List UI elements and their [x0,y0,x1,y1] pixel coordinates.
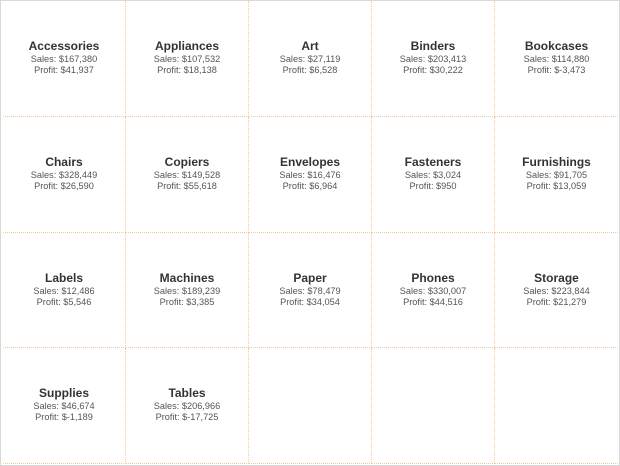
category-profit: Profit: $18,138 [157,65,217,75]
category-name: Bookcases [524,39,589,53]
category-name: Supplies [38,386,89,401]
category-profit: Profit: $-17,725 [155,412,219,423]
category-profit: Profit: $-3,473 [527,65,586,75]
category-sales: Sales: $78,479 [279,285,341,296]
category-name: Binders [410,39,456,53]
category-cell[interactable] [126,117,249,233]
category-sales: Sales: $12,486 [33,285,95,296]
category-cell[interactable] [249,117,372,233]
category-sales: Sales: $114,880 [523,54,590,64]
category-grid [3,1,618,464]
category-name: Furnishings [522,154,591,169]
category-sales: Sales: $91,705 [525,169,588,180]
category-profit: Profit: $44,516 [403,296,463,307]
category-cell[interactable] [3,1,126,117]
category-sales: Sales: $16,476 [279,169,341,180]
category-sales: Sales: $330,007 [399,285,467,296]
category-name: Envelopes [279,154,341,169]
category-sales: Sales: $206,966 [153,401,221,412]
category-sales: Sales: $3,024 [404,169,462,180]
empty-cell [249,348,372,464]
category-profit: Profit: $41,937 [34,65,94,75]
empty-cell [372,348,495,464]
category-sales: Sales: $328,449 [30,169,98,180]
category-sales: Sales: $149,528 [153,169,221,180]
category-name: Storage [534,270,579,285]
category-sales: Sales: $223,844 [523,285,590,296]
category-profit: Profit: $26,590 [34,180,94,191]
category-cell[interactable] [126,233,249,349]
category-name: Paper [293,270,327,285]
category-name: Labels [44,270,83,285]
category-cell[interactable] [372,233,495,349]
category-cell[interactable] [495,117,618,233]
category-name: Accessories [28,39,100,53]
category-name: Art [301,39,319,53]
category-sales: Sales: $167,380 [30,54,98,64]
category-sales: Sales: $27,119 [279,54,341,64]
category-profit: Profit: $6,964 [282,180,338,191]
category-sales: Sales: $107,532 [153,54,221,64]
category-cell[interactable] [3,233,126,349]
category-name: Appliances [154,39,220,53]
category-cell[interactable] [495,1,618,117]
category-sales: Sales: $189,239 [153,285,221,296]
category-name: Phones [411,270,455,285]
category-cell[interactable] [3,117,126,233]
category-cell[interactable] [372,1,495,117]
category-profit: Profit: $3,385 [159,296,215,307]
category-cell[interactable] [372,117,495,233]
category-profit: Profit: $950 [409,180,457,191]
category-profit: Profit: $6,528 [282,65,338,75]
category-profit: Profit: $5,546 [36,296,92,307]
category-sales: Sales: $203,413 [399,54,467,64]
category-cell[interactable] [3,348,126,464]
category-profit: Profit: $13,059 [526,180,587,191]
category-profit: Profit: $21,279 [526,296,587,307]
category-name: Tables [168,386,206,401]
category-name: Machines [159,270,215,285]
category-profit: Profit: $55,618 [157,180,217,191]
category-sales: Sales: $46,674 [33,401,95,412]
category-cell[interactable] [495,233,618,349]
category-profit: Profit: $-1,189 [35,412,93,423]
category-profit: Profit: $34,054 [280,296,340,307]
category-cell[interactable] [249,233,372,349]
category-cell[interactable] [126,1,249,117]
category-name: Chairs [45,154,83,169]
category-cell[interactable] [249,1,372,117]
category-cell[interactable] [126,348,249,464]
category-name: Fasteners [404,154,462,169]
category-profit: Profit: $30,222 [403,65,463,75]
empty-cell [495,348,618,464]
category-name: Copiers [164,154,210,169]
